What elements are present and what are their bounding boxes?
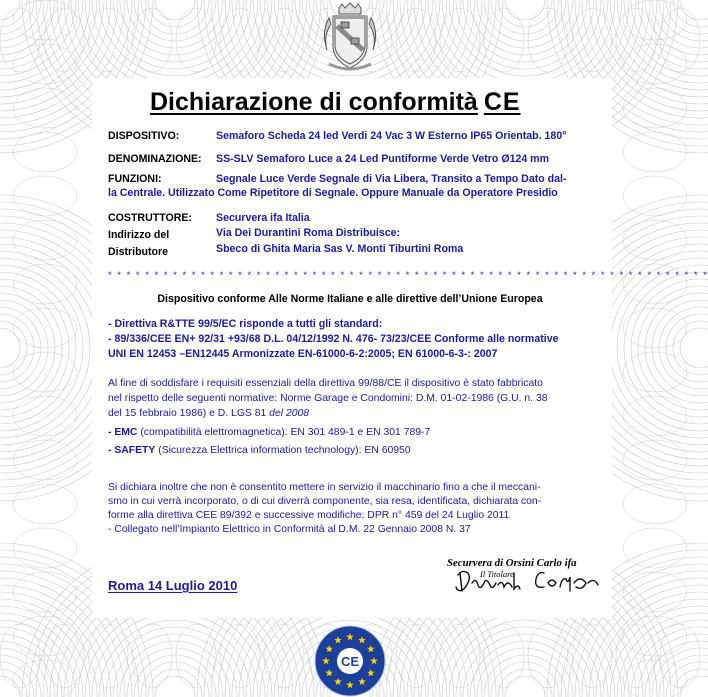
funzioni-line-1: Segnale Luce Verde Segnale di Via Libera, Transito a Tempo Dato dal- bbox=[216, 173, 567, 185]
eu-ce-emblem bbox=[314, 625, 386, 697]
safety-label: - SAFETY bbox=[108, 445, 156, 456]
directive-line-2: - 89/336/CEE EN+ 92/31 +93/68 D.L. 04/12/1992 N. 476- 73/23/CEE Conforme alle normative bbox=[108, 333, 559, 345]
distributore-label: Distributore bbox=[108, 246, 169, 258]
paragraph1-line-3-italic: del 2008 bbox=[269, 408, 310, 419]
denominazione-value: SS-SLV Semaforo Luce a 24 Led Puntiforme Verde Vetro Ø124 mm bbox=[216, 153, 550, 165]
title-text: Dichiarazione di conformità bbox=[150, 88, 478, 116]
dispositivo-label: DISPOSITIVO: bbox=[108, 130, 180, 142]
costruttore-value: Securvera ifa Italia bbox=[216, 212, 310, 224]
paragraph2-line-3: forme alla direttiva CEE 89/392 e successive modifiche: DPR n° 459 del 24 Luglio 2011 bbox=[108, 510, 510, 521]
handwritten-signature bbox=[448, 565, 608, 597]
emc-label: - EMC bbox=[108, 427, 138, 438]
paragraph1-line-1: Al fine di soddisfare i requisiti essenziali della direttiva 99/88/CE il dispositivo è stato fabbricato bbox=[108, 378, 543, 389]
dispositivo-value: Semaforo Scheda 24 led Verdi 24 Vac 3 W Esterno IP65 Orientab. 180° bbox=[216, 130, 567, 142]
paragraph1-line-3-text: del 15 febbraio 1986) e D. LGS 81 bbox=[108, 408, 270, 419]
denominazione-label: DENOMINAZIONE: bbox=[108, 153, 202, 165]
emblem-ce-text: CE bbox=[340, 654, 360, 669]
directive-line-1: - Direttiva R&TTE 99/5/EC risponde a tutti gli standard: bbox=[108, 318, 383, 330]
safety-line bbox=[108, 445, 411, 456]
document-date: Roma 14 Luglio 2010 bbox=[108, 578, 238, 593]
funzioni-line-2: la Centrale. Utilizzato Come Ripetitore di Segnale. Oppure Manuale da Operatore Presidio bbox=[108, 187, 558, 199]
paragraph1-line-2: nel rispetto delle seguenti normative: Norme Garage e Condomini: D.M. 01-02-1986 (G.U. n. 38 bbox=[108, 393, 548, 404]
paragraph1-line-3 bbox=[108, 408, 309, 419]
document-title bbox=[150, 88, 521, 117]
signature-company: Securvera di Orsini Carlo ifa bbox=[447, 557, 577, 569]
conformity-statement: Dispositivo conforme Alle Norme Italiane e alle direttive dell’Unione Europea bbox=[157, 293, 543, 305]
distributore-value: Sbeco di Ghita Maria Sas V. Monti Tiburtini Roma bbox=[216, 243, 464, 255]
coat-of-arms-logo bbox=[315, 2, 385, 74]
paragraph2-line-1: Si dichiara inoltre che non è consentito mettere in servizio il macchinario fino a che il meccani- bbox=[108, 482, 541, 493]
ce-mark-title: CE bbox=[483, 88, 521, 116]
signature-role: Il Titolare bbox=[480, 569, 514, 579]
indirizzo-value: Via Dei Durantini Roma Distribuisce: bbox=[216, 227, 401, 239]
paragraph2-line-2: smo in cui verrà incorporato, o di cui diverrà componente, sia resa, identificata, dichiarata con- bbox=[108, 496, 542, 507]
star-separator: * * * * * * * * * * * * * * * * * * * * * * * * * * * * * * * * * * * * * * * * * * * * * * * * * * * * * * * * * * * * * * * * * bbox=[108, 270, 708, 281]
emc-text: (compatibilità elettromagnetica): EN 301 489-1 e EN 301 789-7 bbox=[137, 427, 431, 438]
paragraph2-line-4: - Collegato nell’Impianto Elettrico in Conformità al D.M. 22 Gennaio 2008 N. 37 bbox=[108, 524, 471, 535]
directive-line-3: UNI EN 12453 –EN12445 Armonizzate EN-61000-6-2:2005; EN 61000-6-3-: 2007 bbox=[108, 348, 498, 360]
costruttore-label: COSTRUTTORE: bbox=[108, 212, 192, 224]
emc-line bbox=[108, 427, 430, 438]
funzioni-label: FUNZIONI: bbox=[108, 173, 162, 185]
indirizzo-label: Indirizzo del bbox=[108, 229, 170, 241]
safety-text: (Sicurezza Elettrica information technology): EN 60950 bbox=[155, 445, 411, 456]
